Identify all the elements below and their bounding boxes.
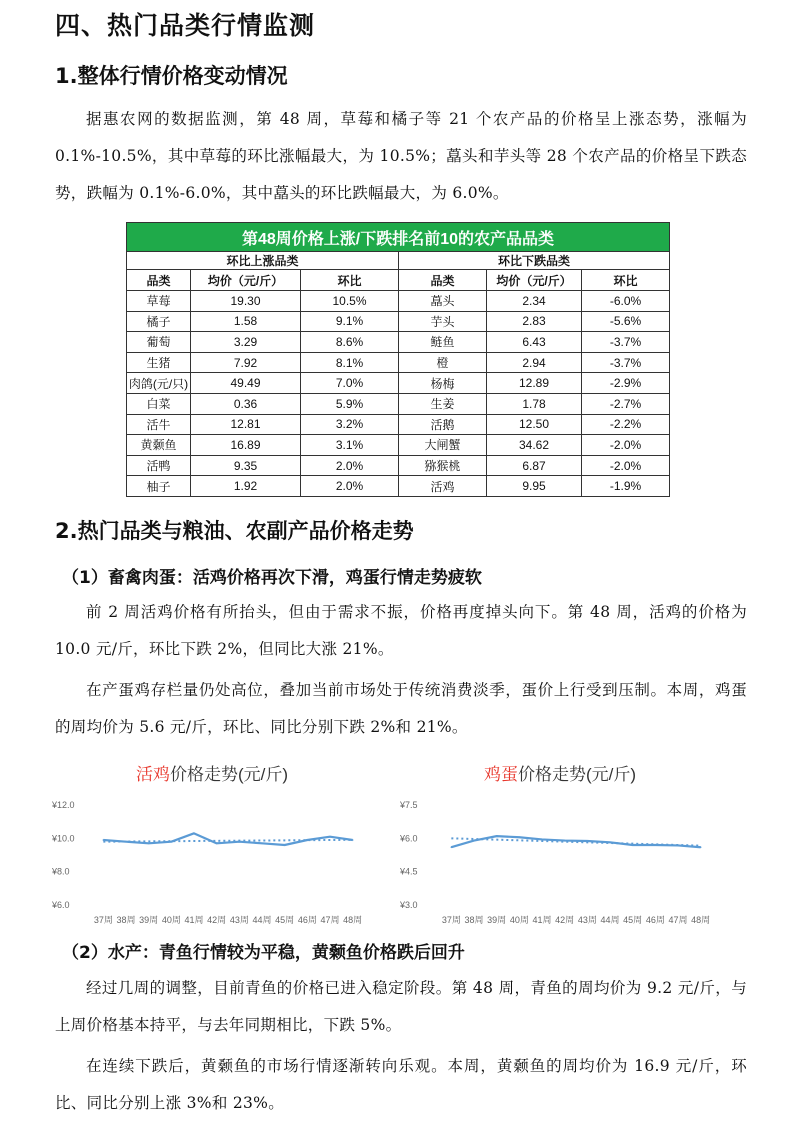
paragraph-aquatic-huangsang: 在连续下跌后，黄颡鱼的市场行情逐渐转向乐观。本周，黄颡鱼的周均价为 16.9 元/斤，环比、同比分别上涨 3%和 23%。: [55, 1057, 747, 1112]
table-cell: 杨梅: [399, 373, 487, 394]
data-point: [261, 843, 263, 845]
data-point: [451, 846, 453, 848]
y-tick-label: ¥6.0: [400, 833, 418, 844]
x-tick-label: 40周: [509, 915, 529, 925]
x-tick-label: 46周: [297, 915, 317, 925]
table-cell: 8.1%: [301, 352, 399, 373]
data-point: [496, 835, 498, 837]
table-cell: 9.1%: [301, 311, 399, 332]
table-row: [127, 291, 670, 312]
column-header: 环比: [582, 270, 670, 291]
x-tick-label: 38周: [116, 915, 136, 925]
price-rank-table: [126, 222, 670, 497]
group-header-up: 环比上涨品类: [127, 252, 399, 270]
subsection-heading-overall: 1.整体行情价格变动情况: [55, 64, 288, 88]
paragraph-overall: 据惠农网的数据监测，第 48 周，草莓和橘子等 21 个农产品的价格呈上涨态势，涨幅为 0.1%-10.5%，其中草莓的环比涨幅最大，为 10.5%；藠头和芋头等 28 个农产品的价格呈下跌态势，跌幅为 0.1%-6.0%，其中藠头的环比跌幅最大，为 6.0%。: [55, 110, 747, 202]
trend-line: [103, 840, 352, 842]
group-header-down: 环比下跌品类: [399, 252, 670, 270]
x-tick-label: 39周: [487, 915, 507, 925]
series-line: [451, 836, 700, 847]
table-cell: 2.94: [487, 352, 582, 373]
x-tick-label: 42周: [555, 915, 575, 925]
table-cell: 2.83: [487, 311, 582, 332]
table-cell: 生猪: [127, 352, 191, 373]
data-point: [564, 840, 566, 842]
table-cell: 5.9%: [301, 393, 399, 414]
rank-table-container: [126, 222, 669, 497]
paragraph-poultry-egg: 在产蛋鸡存栏量仍处高位，叠加当前市场处于传统消费淡季，蛋价上行受到压制。本周，鸡蛋的周均价为 5.6 元/斤，环比、同比分别下跌 2%和 21%。: [55, 681, 747, 736]
data-point: [700, 846, 702, 848]
x-tick-label: 48周: [343, 915, 363, 925]
data-point: [171, 841, 173, 843]
x-tick-label: 42周: [207, 915, 227, 925]
table-cell: 8.6%: [301, 332, 399, 353]
topic-heading-aquatic: （2）水产：青鱼行情较为平稳，黄颡鱼价格跌后回升: [62, 943, 465, 963]
x-tick-label: 48周: [691, 915, 711, 925]
table-cell: 黄颡鱼: [127, 435, 191, 456]
x-tick-label: 45周: [623, 915, 643, 925]
table-cell: 橘子: [127, 311, 191, 332]
table-cell: 肉鸽(元/只): [127, 373, 191, 394]
table-cell: -2.0%: [582, 455, 670, 476]
table-cell: 橙: [399, 352, 487, 373]
table-cell: 芋头: [399, 311, 487, 332]
data-point: [655, 844, 657, 846]
x-tick-label: 47周: [668, 915, 688, 925]
table-cell: 6.87: [487, 455, 582, 476]
chart-title-rest: 价格走势(元/斤): [517, 765, 637, 784]
data-point: [587, 840, 589, 842]
table-row: [127, 435, 670, 456]
table-row: [127, 311, 670, 332]
table-cell: 12.50: [487, 414, 582, 435]
topic-heading-poultry: （1）畜禽肉蛋：活鸡价格再次下滑，鸡蛋行情走势疲软: [62, 568, 482, 588]
table-cell: -2.2%: [582, 414, 670, 435]
x-tick-label: 43周: [229, 915, 249, 925]
y-tick-label: ¥10.0: [52, 833, 75, 844]
y-tick-label: ¥7.5: [400, 800, 418, 810]
table-cell: 1.92: [191, 476, 301, 497]
table-row: [127, 455, 670, 476]
table-cell: 12.89: [487, 373, 582, 394]
table-cell: -1.9%: [582, 476, 670, 497]
data-point: [632, 844, 634, 846]
table-cell: -2.0%: [582, 435, 670, 456]
subsection-heading-trends: 2.热门品类与粮油、农副产品价格走势: [55, 519, 414, 543]
table-cell: 16.89: [191, 435, 301, 456]
table-cell: 草莓: [127, 291, 191, 312]
table-cell: 1.58: [191, 311, 301, 332]
table-cell: -3.7%: [582, 352, 670, 373]
table-cell: 1.78: [487, 393, 582, 414]
x-tick-label: 44周: [600, 915, 620, 925]
table-row: [127, 414, 670, 435]
table-cell: 藠头: [399, 291, 487, 312]
table-row: [127, 373, 670, 394]
table-cell: 葡萄: [127, 332, 191, 353]
x-tick-label: 47周: [320, 915, 340, 925]
data-point: [125, 841, 127, 843]
table-cell: -2.9%: [582, 373, 670, 394]
table-cell: 34.62: [487, 435, 582, 456]
table-row: [127, 352, 670, 373]
chart-title: [484, 765, 636, 784]
table-row: [127, 476, 670, 497]
table-cell: 活鹅: [399, 414, 487, 435]
y-tick-label: ¥4.5: [400, 866, 418, 877]
column-header: 均价（元/斤）: [191, 270, 301, 291]
data-point: [541, 839, 543, 841]
table-cell: 19.30: [191, 291, 301, 312]
table-cell: 0.36: [191, 393, 301, 414]
column-header: 环比: [301, 270, 399, 291]
table-cell: 3.1%: [301, 435, 399, 456]
table-cell: 2.0%: [301, 455, 399, 476]
table-cell: 9.95: [487, 476, 582, 497]
chart-title-highlight: 活鸡: [135, 765, 170, 784]
chicken-chart-svg: [52, 755, 382, 930]
data-point: [609, 842, 611, 844]
table-cell: 活鸡: [399, 476, 487, 497]
series-line: [103, 833, 352, 845]
table-cell: 鲢鱼: [399, 332, 487, 353]
table-cell: 2.34: [487, 291, 582, 312]
x-tick-label: 41周: [184, 915, 204, 925]
x-tick-label: 39周: [139, 915, 159, 925]
paragraph-aquatic-qingyu: 经过几周的调整，目前青鱼的价格已进入稳定阶段。第 48 周，青鱼的周均价为 9.2 元/斤，与上周价格基本持平，与去年同期相比，下跌 5%。: [55, 979, 747, 1034]
data-point: [193, 833, 195, 835]
data-point: [329, 836, 331, 838]
chart-title-rest: 价格走势(元/斤): [169, 765, 289, 784]
x-tick-label: 38周: [464, 915, 484, 925]
data-point: [239, 841, 241, 843]
table-caption: 第48周价格上涨/下跌排名前10的农产品品类: [127, 223, 670, 252]
x-tick-label: 37周: [93, 915, 113, 925]
y-tick-label: ¥6.0: [52, 900, 70, 910]
table-row: [127, 332, 670, 353]
column-header: 品类: [127, 270, 191, 291]
chart-title: [136, 765, 288, 784]
table-cell: 49.49: [191, 373, 301, 394]
column-header: 均价（元/斤）: [487, 270, 582, 291]
table-cell: -2.7%: [582, 393, 670, 414]
chart-title-highlight: 鸡蛋: [483, 765, 518, 784]
table-cell: 12.81: [191, 414, 301, 435]
data-point: [352, 839, 354, 841]
table-cell: 大闸蟹: [399, 435, 487, 456]
data-point: [473, 840, 475, 842]
section-heading: 四、热门品类行情监测: [55, 11, 316, 40]
egg-chart-svg: [400, 755, 730, 930]
data-point: [677, 845, 679, 847]
table-cell: 6.43: [487, 332, 582, 353]
table-cell: 7.0%: [301, 373, 399, 394]
x-tick-label: 41周: [532, 915, 552, 925]
table-cell: 10.5%: [301, 291, 399, 312]
x-tick-label: 46周: [645, 915, 665, 925]
data-point: [148, 843, 150, 845]
x-tick-label: 37周: [441, 915, 461, 925]
y-tick-label: ¥12.0: [52, 800, 75, 810]
table-cell: -3.7%: [582, 332, 670, 353]
column-header: 品类: [399, 270, 487, 291]
chicken-price-chart: [52, 755, 382, 930]
table-cell: 生姜: [399, 393, 487, 414]
x-tick-label: 43周: [577, 915, 597, 925]
data-point: [216, 843, 218, 845]
table-cell: 3.2%: [301, 414, 399, 435]
table-cell: 柚子: [127, 476, 191, 497]
table-cell: -6.0%: [582, 291, 670, 312]
x-tick-label: 40周: [161, 915, 181, 925]
x-tick-label: 44周: [252, 915, 272, 925]
data-point: [284, 844, 286, 846]
table-cell: 活牛: [127, 414, 191, 435]
table-cell: 猕猴桃: [399, 455, 487, 476]
table-cell: 2.0%: [301, 476, 399, 497]
x-tick-label: 45周: [275, 915, 295, 925]
paragraph-poultry-chicken: 前 2 周活鸡价格有所抬头，但由于需求不振，价格再度掉头向下。第 48 周，活鸡的价格为 10.0 元/斤，环比下跌 2%，但同比大涨 21%。: [55, 603, 747, 658]
table-row: [127, 393, 670, 414]
table-cell: 3.29: [191, 332, 301, 353]
data-point: [307, 839, 309, 841]
table-cell: 白菜: [127, 393, 191, 414]
table-cell: 9.35: [191, 455, 301, 476]
data-point: [103, 839, 105, 841]
table-cell: 活鸭: [127, 455, 191, 476]
data-point: [519, 836, 521, 838]
y-tick-label: ¥3.0: [400, 900, 418, 910]
egg-price-chart: [400, 755, 730, 930]
y-tick-label: ¥8.0: [52, 866, 70, 877]
table-cell: 7.92: [191, 352, 301, 373]
table-cell: -5.6%: [582, 311, 670, 332]
